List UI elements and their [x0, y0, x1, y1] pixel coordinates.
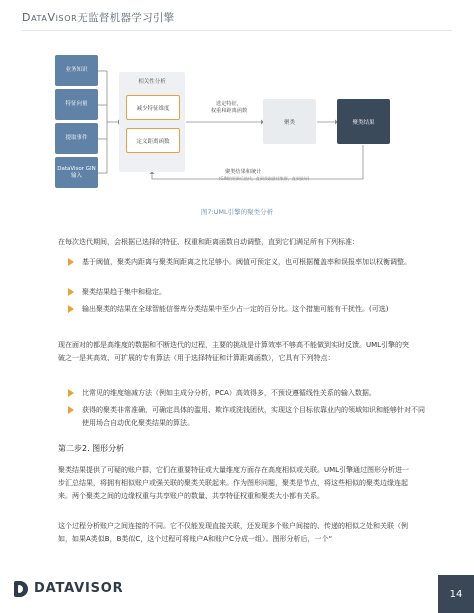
- bullet-triangle-icon: [68, 305, 74, 313]
- list-item: [68, 404, 430, 430]
- input-business-knowledge: 业务知识: [55, 55, 98, 86]
- input-feature-vectors: 特征向量: [55, 89, 98, 120]
- cluster-box: 聚类: [263, 99, 316, 144]
- correlation-panel: [119, 72, 185, 172]
- list-item: [68, 256, 430, 269]
- feedback-title: 聚类结果和统计: [225, 169, 262, 175]
- page-footer: [0, 575, 474, 613]
- bullet-triangle-icon: [68, 406, 74, 414]
- list-item-text: 获得的聚类非常准确，可确定具体的滥用、欺诈或洗钱团伙，实现这个目标依靠业内的领域知识和能够针对不同使用场合自动优化聚类结果的算法。: [82, 406, 425, 427]
- feedback-subtitle: (GIN的更新后迭代，直到获取最佳集群，直到最好): [219, 176, 310, 181]
- section-title: 第二步2. 图形分析: [58, 444, 125, 453]
- uml-diagram: [55, 55, 385, 210]
- footer-logo-text: DATAVISOR: [34, 581, 124, 596]
- input-datavisor-gin: DataVisor GIN输入: [55, 157, 98, 188]
- define-distance-box: 定义距离函数: [126, 128, 180, 153]
- bullet-triangle-icon: [68, 288, 74, 296]
- list-item-text: 比常见的维度缩减方法（例如主成分分析，PCA）高效得多，不预设遵循线性关系的输入数据。: [82, 389, 376, 397]
- list-item: [68, 387, 430, 400]
- header-brand: DataVisor: [22, 11, 78, 24]
- list-item: [68, 303, 430, 316]
- bullet-triangle-icon: [68, 258, 74, 266]
- flow-label: 选定特征， 权重和距离函数: [210, 101, 248, 115]
- list-item-text: 聚类结果趋于集中和稳定。: [82, 288, 166, 296]
- list-item-text: 输出聚类的结果在全球智能信誉库分类结果中至少占一定的百分比。这个措施可能有干扰性。(可选): [82, 305, 389, 313]
- cluster-result-box: 聚类结果: [337, 99, 390, 144]
- algorithm-paragraph: 现在面对的都是高维度的数据和不断迭代的过程，主要的挑战是计算效率不够高不能做到实时反馈。UML引擎的突破之一是其高效、可扩展的专有算法（用于选择特征和计算距离函数），它具有下列特点：: [58, 341, 410, 362]
- page-header: [22, 10, 174, 25]
- list-item-text: 基于阈值，聚类内距离与聚类间距离之比足够小。阈值可预定义，也可根据覆盖率和误报率加以权衡调整。: [82, 258, 411, 266]
- intro-paragraph: 在每次迭代期间，会根据已选择的特征、权重和距离函数自动调整，直到它们满足所有下列标准：: [58, 238, 359, 246]
- header-title: 无监督机器学习引擎: [77, 12, 175, 24]
- panel-title: 相关性分析: [138, 79, 166, 85]
- figure-caption: 图7:UML引擎的聚类分析: [200, 208, 274, 216]
- reduce-dimensions-box: 减少特征维度: [126, 95, 180, 120]
- header-divider: [22, 30, 452, 31]
- page-number: 14: [438, 575, 474, 613]
- list-item: [68, 286, 430, 299]
- connection-paragraph: 这个过程分析账户之间连接的不同。它不仅能发现直接关联，还发现多个账户间接的、传递的相似之处和关联（例如，如果A类似B，B类似C，这个过程可将账户A和账户C分成一组）。图形分析后，一个“: [58, 522, 408, 543]
- input-extract-events: 提取事件: [55, 123, 98, 154]
- datavisor-logo-icon: [14, 581, 28, 597]
- diagram-connectors: [55, 55, 385, 210]
- graph-analysis-paragraph: 聚类结果提供了可疑的账户群，它们在重要特征或大量维度方面存在高度相似或关联。UML引擎通过图形分析进一步汇总结果，将拥有相似账户或强关联的聚类关联起来。作为图形问题，聚类是节点，将这些相似的聚类边缘连起来。两个聚类之间的边缘权重与共享账户的数量、共享特征权重和聚类大小都有关系。: [58, 466, 410, 500]
- bullet-triangle-icon: [68, 389, 74, 397]
